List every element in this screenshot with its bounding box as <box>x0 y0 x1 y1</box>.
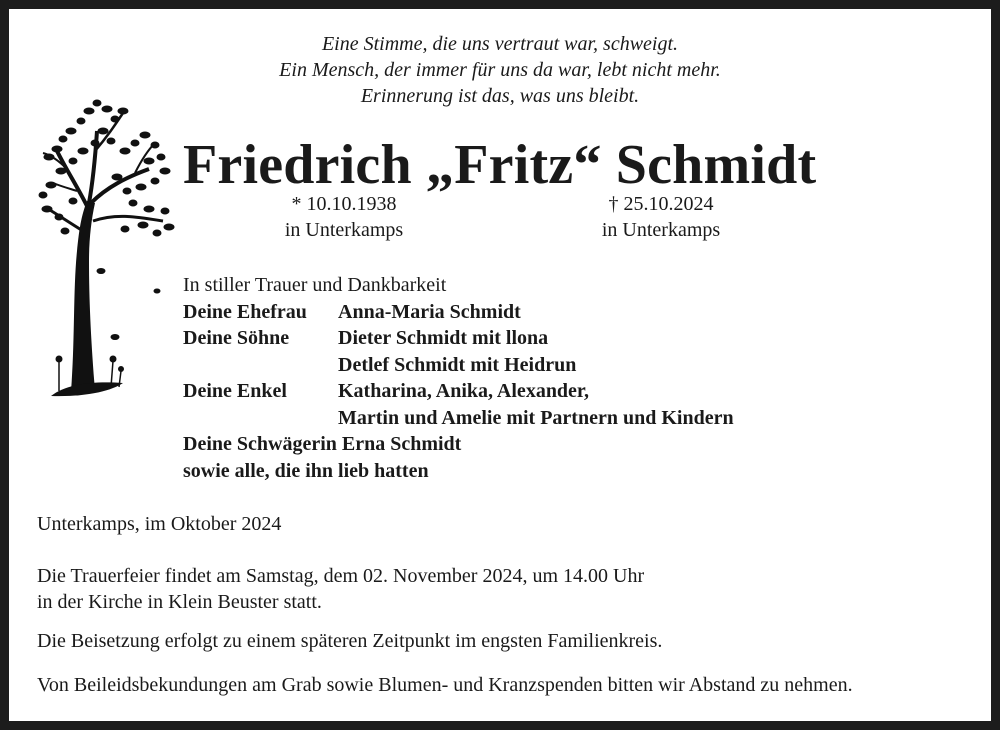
death-place: in Unterkamps <box>601 219 721 241</box>
tree-illustration-icon <box>37 91 177 411</box>
birth-date: * 10.10.1938 <box>291 193 397 215</box>
funeral-line-2: in der Kirche in Klein Beuster statt. <box>37 591 322 613</box>
condolences-notice: Von Beileidsbekundungen am Grab sowie Blumen- und Kranzspenden bitten wir Abstand zu nehmen. <box>37 674 853 696</box>
funeral-line-1: Die Trauerfeier findet am Samstag, dem 02. November 2024, um 14.00 Uhr <box>37 565 645 587</box>
sister-in-law: Deine Schwägerin Erna Schmidt <box>183 433 462 455</box>
mourner-role: Deine Enkel <box>183 380 287 402</box>
poem-line-2: Ein Mensch, der immer für uns da war, lebt nicht mehr. <box>279 59 721 81</box>
mourner-row <box>183 405 734 432</box>
death-info <box>571 191 751 243</box>
mourner-row <box>183 299 734 326</box>
funeral-notice <box>37 563 644 615</box>
mourner-role: Deine Ehefrau <box>183 300 307 323</box>
mourner-names: Dieter Schmidt mit llona <box>338 327 549 349</box>
mourners-intro: In stiller Trauer und Dankbarkeit <box>183 274 447 296</box>
mourner-row <box>183 352 734 379</box>
mourner-names: Anna-Maria Schmidt <box>338 300 521 323</box>
place-date: Unterkamps, im Oktober 2024 <box>37 513 282 535</box>
mourner-role <box>183 352 338 379</box>
mourner-role: Deine Söhne <box>183 327 290 349</box>
burial-notice: Die Beisetzung erfolgt zu einem späteren Zeitpunkt im engsten Familienkreis. <box>37 630 663 652</box>
mourner-role <box>183 405 338 432</box>
mourners-closing: sowie alle, die ihn lieb hatten <box>183 459 429 482</box>
death-date: † 25.10.2024 <box>608 193 714 215</box>
mourners-list <box>183 272 734 484</box>
birth-place: in Unterkamps <box>284 219 404 241</box>
mourner-names: Martin und Amelie mit Partnern und Kindern <box>338 406 734 429</box>
mourner-row <box>183 325 734 352</box>
poem-line-1: Eine Stimme, die uns vertraut war, schweigt. <box>321 33 679 55</box>
deceased-name: Friedrich „Fritz“ Schmidt <box>183 134 817 196</box>
mourner-names: Katharina, Anika, Alexander, <box>338 380 589 402</box>
birth-info <box>259 191 429 243</box>
mourner-row <box>183 378 734 405</box>
mourner-names: Detlef Schmidt mit Heidrun <box>338 353 577 376</box>
poem-line-3: Erinnerung ist das, was uns bleibt. <box>360 85 640 107</box>
